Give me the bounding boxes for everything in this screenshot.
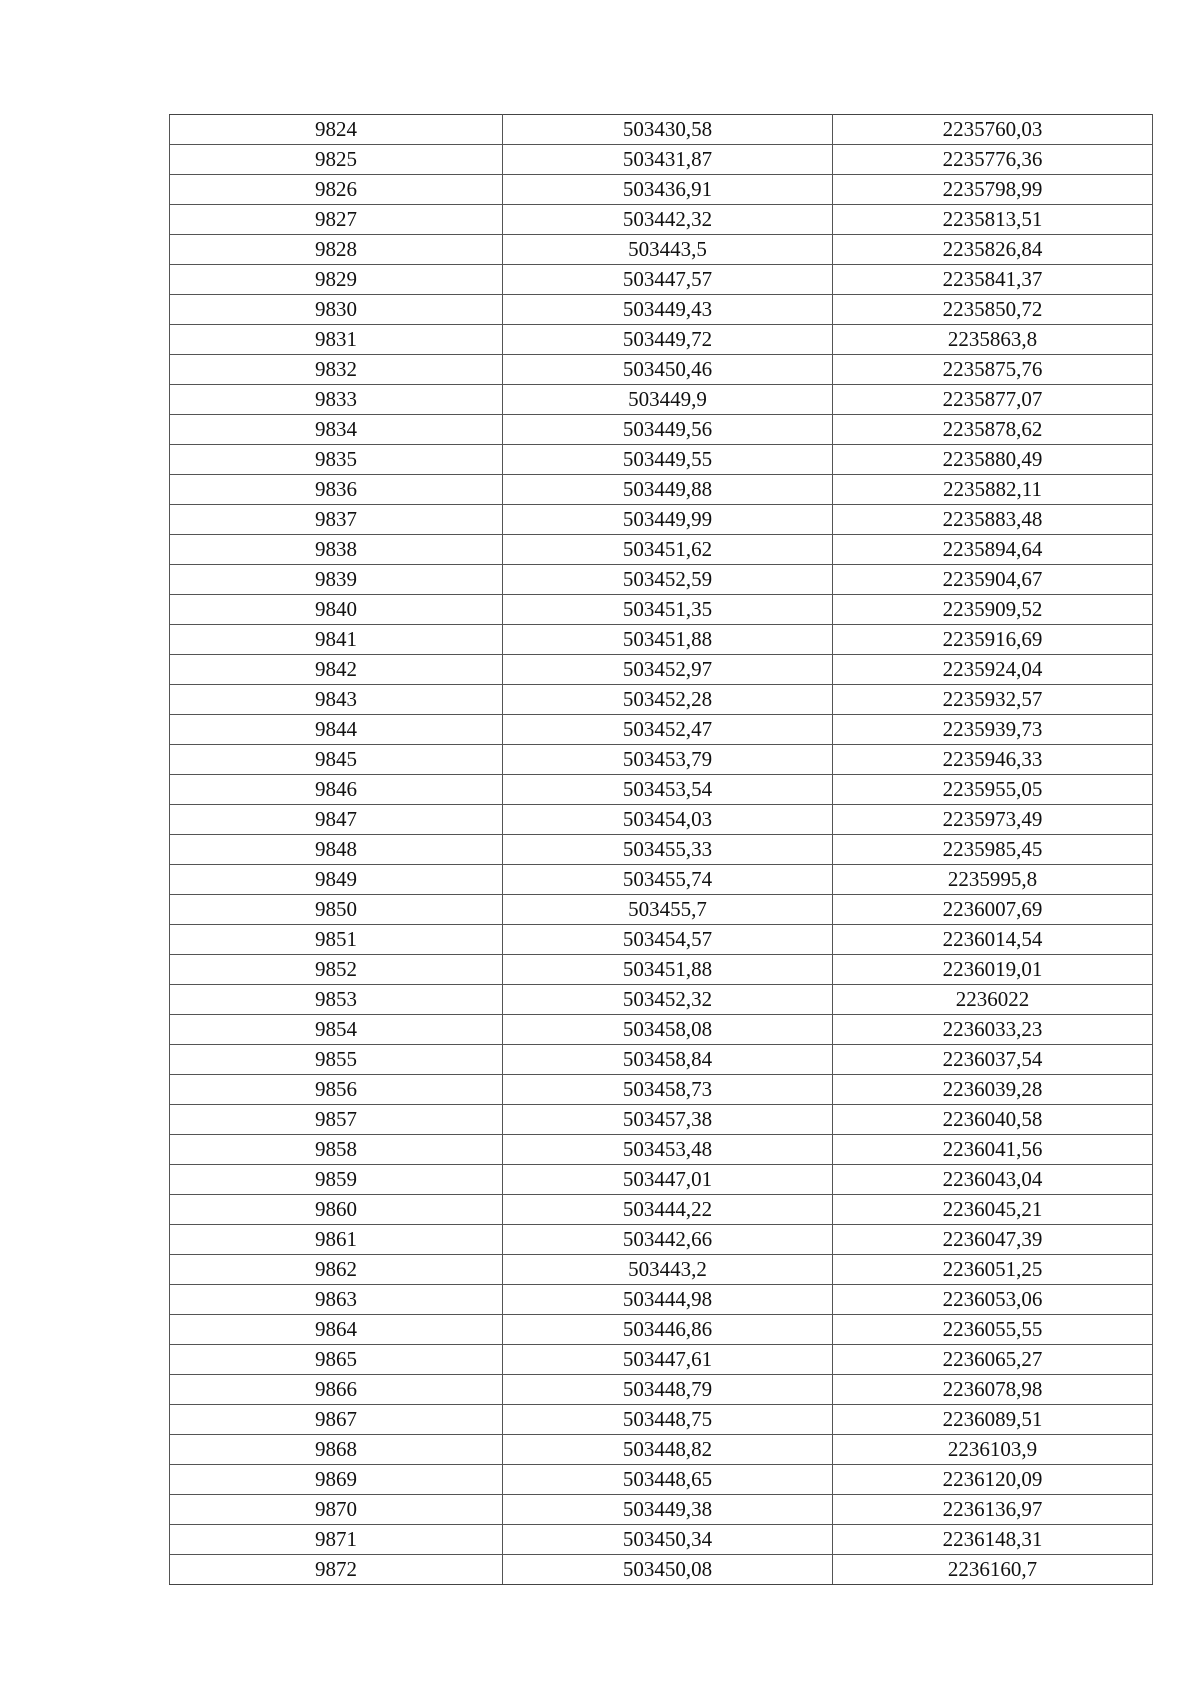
table-row [170, 625, 1153, 655]
table-row [170, 505, 1153, 535]
point-number-cell: 9855 [170, 1045, 503, 1075]
x-coordinate-cell: 503449,38 [503, 1495, 833, 1525]
point-number-cell: 9862 [170, 1255, 503, 1285]
x-coordinate-cell: 503452,47 [503, 715, 833, 745]
point-number-cell: 9863 [170, 1285, 503, 1315]
x-coordinate-cell: 503443,2 [503, 1255, 833, 1285]
x-coordinate-cell: 503449,99 [503, 505, 833, 535]
x-coordinate-cell: 503452,97 [503, 655, 833, 685]
point-number-cell: 9843 [170, 685, 503, 715]
x-coordinate-cell: 503453,79 [503, 745, 833, 775]
x-coordinate-cell: 503451,62 [503, 535, 833, 565]
point-number-cell: 9851 [170, 925, 503, 955]
x-coordinate-cell: 503454,03 [503, 805, 833, 835]
x-coordinate-cell: 503449,88 [503, 475, 833, 505]
x-coordinate-cell: 503458,84 [503, 1045, 833, 1075]
x-coordinate-cell: 503455,74 [503, 865, 833, 895]
point-number-cell: 9827 [170, 205, 503, 235]
point-number-cell: 9853 [170, 985, 503, 1015]
x-coordinate-cell: 503436,91 [503, 175, 833, 205]
y-coordinate-cell: 2236045,21 [833, 1195, 1153, 1225]
x-coordinate-cell: 503453,48 [503, 1135, 833, 1165]
y-coordinate-cell: 2235909,52 [833, 595, 1153, 625]
table-row [170, 265, 1153, 295]
point-number-cell: 9858 [170, 1135, 503, 1165]
table-row [170, 325, 1153, 355]
y-coordinate-cell: 2235916,69 [833, 625, 1153, 655]
x-coordinate-cell: 503448,65 [503, 1465, 833, 1495]
table-row [170, 985, 1153, 1015]
table-row [170, 745, 1153, 775]
table-row [170, 1075, 1153, 1105]
point-number-cell: 9832 [170, 355, 503, 385]
table-row [170, 925, 1153, 955]
y-coordinate-cell: 2235798,99 [833, 175, 1153, 205]
table-row [170, 1405, 1153, 1435]
y-coordinate-cell: 2236047,39 [833, 1225, 1153, 1255]
table-row [170, 295, 1153, 325]
y-coordinate-cell: 2235877,07 [833, 385, 1153, 415]
x-coordinate-cell: 503443,5 [503, 235, 833, 265]
x-coordinate-cell: 503449,55 [503, 445, 833, 475]
point-number-cell: 9839 [170, 565, 503, 595]
point-number-cell: 9852 [170, 955, 503, 985]
x-coordinate-cell: 503452,32 [503, 985, 833, 1015]
point-number-cell: 9831 [170, 325, 503, 355]
table-row [170, 895, 1153, 925]
table-row [170, 595, 1153, 625]
table-row [170, 1225, 1153, 1255]
table-row [170, 1345, 1153, 1375]
y-coordinate-cell: 2235995,8 [833, 865, 1153, 895]
table-row [170, 835, 1153, 865]
point-number-cell: 9835 [170, 445, 503, 475]
point-number-cell: 9856 [170, 1075, 503, 1105]
y-coordinate-cell: 2235813,51 [833, 205, 1153, 235]
point-number-cell: 9849 [170, 865, 503, 895]
table-row [170, 565, 1153, 595]
x-coordinate-cell: 503458,08 [503, 1015, 833, 1045]
y-coordinate-cell: 2235863,8 [833, 325, 1153, 355]
table-row [170, 355, 1153, 385]
y-coordinate-cell: 2235985,45 [833, 835, 1153, 865]
point-number-cell: 9861 [170, 1225, 503, 1255]
x-coordinate-cell: 503446,86 [503, 1315, 833, 1345]
y-coordinate-cell: 2236160,7 [833, 1555, 1153, 1585]
point-number-cell: 9837 [170, 505, 503, 535]
y-coordinate-cell: 2235850,72 [833, 295, 1153, 325]
x-coordinate-cell: 503444,22 [503, 1195, 833, 1225]
table-row [170, 1375, 1153, 1405]
point-number-cell: 9872 [170, 1555, 503, 1585]
table-row [170, 1555, 1153, 1585]
x-coordinate-cell: 503450,34 [503, 1525, 833, 1555]
y-coordinate-cell: 2235939,73 [833, 715, 1153, 745]
point-number-cell: 9824 [170, 115, 503, 145]
y-coordinate-cell: 2235955,05 [833, 775, 1153, 805]
table-row [170, 1435, 1153, 1465]
table-row [170, 1465, 1153, 1495]
y-coordinate-cell: 2236043,04 [833, 1165, 1153, 1195]
y-coordinate-cell: 2236103,9 [833, 1435, 1153, 1465]
y-coordinate-cell: 2236078,98 [833, 1375, 1153, 1405]
x-coordinate-cell: 503451,35 [503, 595, 833, 625]
point-number-cell: 9869 [170, 1465, 503, 1495]
table-row [170, 415, 1153, 445]
point-number-cell: 9857 [170, 1105, 503, 1135]
x-coordinate-cell: 503448,82 [503, 1435, 833, 1465]
point-number-cell: 9825 [170, 145, 503, 175]
y-coordinate-cell: 2236089,51 [833, 1405, 1153, 1435]
coordinates-table [169, 114, 1153, 1585]
point-number-cell: 9859 [170, 1165, 503, 1195]
table-row [170, 1315, 1153, 1345]
y-coordinate-cell: 2236022 [833, 985, 1153, 1015]
y-coordinate-cell: 2235826,84 [833, 235, 1153, 265]
y-coordinate-cell: 2235973,49 [833, 805, 1153, 835]
point-number-cell: 9841 [170, 625, 503, 655]
point-number-cell: 9848 [170, 835, 503, 865]
x-coordinate-cell: 503449,56 [503, 415, 833, 445]
y-coordinate-cell: 2236014,54 [833, 925, 1153, 955]
table-row [170, 115, 1153, 145]
x-coordinate-cell: 503454,57 [503, 925, 833, 955]
y-coordinate-cell: 2235882,11 [833, 475, 1153, 505]
x-coordinate-cell: 503449,43 [503, 295, 833, 325]
table-row [170, 1255, 1153, 1285]
x-coordinate-cell: 503448,79 [503, 1375, 833, 1405]
point-number-cell: 9842 [170, 655, 503, 685]
y-coordinate-cell: 2236053,06 [833, 1285, 1153, 1315]
point-number-cell: 9838 [170, 535, 503, 565]
x-coordinate-cell: 503451,88 [503, 955, 833, 985]
y-coordinate-cell: 2236055,55 [833, 1315, 1153, 1345]
table-row [170, 385, 1153, 415]
x-coordinate-cell: 503458,73 [503, 1075, 833, 1105]
y-coordinate-cell: 2236019,01 [833, 955, 1153, 985]
y-coordinate-cell: 2235932,57 [833, 685, 1153, 715]
x-coordinate-cell: 503442,32 [503, 205, 833, 235]
x-coordinate-cell: 503451,88 [503, 625, 833, 655]
point-number-cell: 9854 [170, 1015, 503, 1045]
table-row [170, 235, 1153, 265]
table-row [170, 445, 1153, 475]
y-coordinate-cell: 2236136,97 [833, 1495, 1153, 1525]
y-coordinate-cell: 2236148,31 [833, 1525, 1153, 1555]
y-coordinate-cell: 2236120,09 [833, 1465, 1153, 1495]
table-row [170, 1105, 1153, 1135]
point-number-cell: 9826 [170, 175, 503, 205]
point-number-cell: 9828 [170, 235, 503, 265]
table-row [170, 655, 1153, 685]
y-coordinate-cell: 2235875,76 [833, 355, 1153, 385]
point-number-cell: 9866 [170, 1375, 503, 1405]
y-coordinate-cell: 2235878,62 [833, 415, 1153, 445]
table-row [170, 1285, 1153, 1315]
table-row [170, 805, 1153, 835]
table-row [170, 955, 1153, 985]
point-number-cell: 9860 [170, 1195, 503, 1225]
y-coordinate-cell: 2236065,27 [833, 1345, 1153, 1375]
y-coordinate-cell: 2235894,64 [833, 535, 1153, 565]
table-row [170, 715, 1153, 745]
point-number-cell: 9867 [170, 1405, 503, 1435]
point-number-cell: 9845 [170, 745, 503, 775]
table-row [170, 1525, 1153, 1555]
point-number-cell: 9868 [170, 1435, 503, 1465]
table-row [170, 1135, 1153, 1165]
y-coordinate-cell: 2236007,69 [833, 895, 1153, 925]
y-coordinate-cell: 2235924,04 [833, 655, 1153, 685]
coordinates-table-body [170, 115, 1153, 1585]
table-row [170, 775, 1153, 805]
y-coordinate-cell: 2235760,03 [833, 115, 1153, 145]
y-coordinate-cell: 2236037,54 [833, 1045, 1153, 1075]
point-number-cell: 9864 [170, 1315, 503, 1345]
x-coordinate-cell: 503442,66 [503, 1225, 833, 1255]
x-coordinate-cell: 503448,75 [503, 1405, 833, 1435]
point-number-cell: 9847 [170, 805, 503, 835]
y-coordinate-cell: 2236039,28 [833, 1075, 1153, 1105]
table-row [170, 145, 1153, 175]
point-number-cell: 9840 [170, 595, 503, 625]
table-row [170, 535, 1153, 565]
table-row [170, 865, 1153, 895]
x-coordinate-cell: 503447,01 [503, 1165, 833, 1195]
table-row [170, 475, 1153, 505]
y-coordinate-cell: 2235776,36 [833, 145, 1153, 175]
table-row [170, 175, 1153, 205]
point-number-cell: 9865 [170, 1345, 503, 1375]
y-coordinate-cell: 2236033,23 [833, 1015, 1153, 1045]
y-coordinate-cell: 2235946,33 [833, 745, 1153, 775]
table-row [170, 1495, 1153, 1525]
x-coordinate-cell: 503452,28 [503, 685, 833, 715]
point-number-cell: 9834 [170, 415, 503, 445]
y-coordinate-cell: 2235841,37 [833, 265, 1153, 295]
x-coordinate-cell: 503450,46 [503, 355, 833, 385]
x-coordinate-cell: 503457,38 [503, 1105, 833, 1135]
y-coordinate-cell: 2235883,48 [833, 505, 1153, 535]
point-number-cell: 9871 [170, 1525, 503, 1555]
x-coordinate-cell: 503452,59 [503, 565, 833, 595]
point-number-cell: 9846 [170, 775, 503, 805]
point-number-cell: 9870 [170, 1495, 503, 1525]
y-coordinate-cell: 2236041,56 [833, 1135, 1153, 1165]
x-coordinate-cell: 503444,98 [503, 1285, 833, 1315]
x-coordinate-cell: 503455,33 [503, 835, 833, 865]
x-coordinate-cell: 503430,58 [503, 115, 833, 145]
x-coordinate-cell: 503453,54 [503, 775, 833, 805]
y-coordinate-cell: 2235880,49 [833, 445, 1153, 475]
y-coordinate-cell: 2235904,67 [833, 565, 1153, 595]
point-number-cell: 9830 [170, 295, 503, 325]
table-row [170, 1015, 1153, 1045]
table-row [170, 1045, 1153, 1075]
table-row [170, 685, 1153, 715]
x-coordinate-cell: 503431,87 [503, 145, 833, 175]
point-number-cell: 9829 [170, 265, 503, 295]
x-coordinate-cell: 503447,57 [503, 265, 833, 295]
point-number-cell: 9844 [170, 715, 503, 745]
table-row [170, 1195, 1153, 1225]
x-coordinate-cell: 503449,72 [503, 325, 833, 355]
x-coordinate-cell: 503449,9 [503, 385, 833, 415]
y-coordinate-cell: 2236051,25 [833, 1255, 1153, 1285]
x-coordinate-cell: 503455,7 [503, 895, 833, 925]
x-coordinate-cell: 503447,61 [503, 1345, 833, 1375]
point-number-cell: 9836 [170, 475, 503, 505]
point-number-cell: 9850 [170, 895, 503, 925]
table-row [170, 1165, 1153, 1195]
table-row [170, 205, 1153, 235]
point-number-cell: 9833 [170, 385, 503, 415]
y-coordinate-cell: 2236040,58 [833, 1105, 1153, 1135]
x-coordinate-cell: 503450,08 [503, 1555, 833, 1585]
